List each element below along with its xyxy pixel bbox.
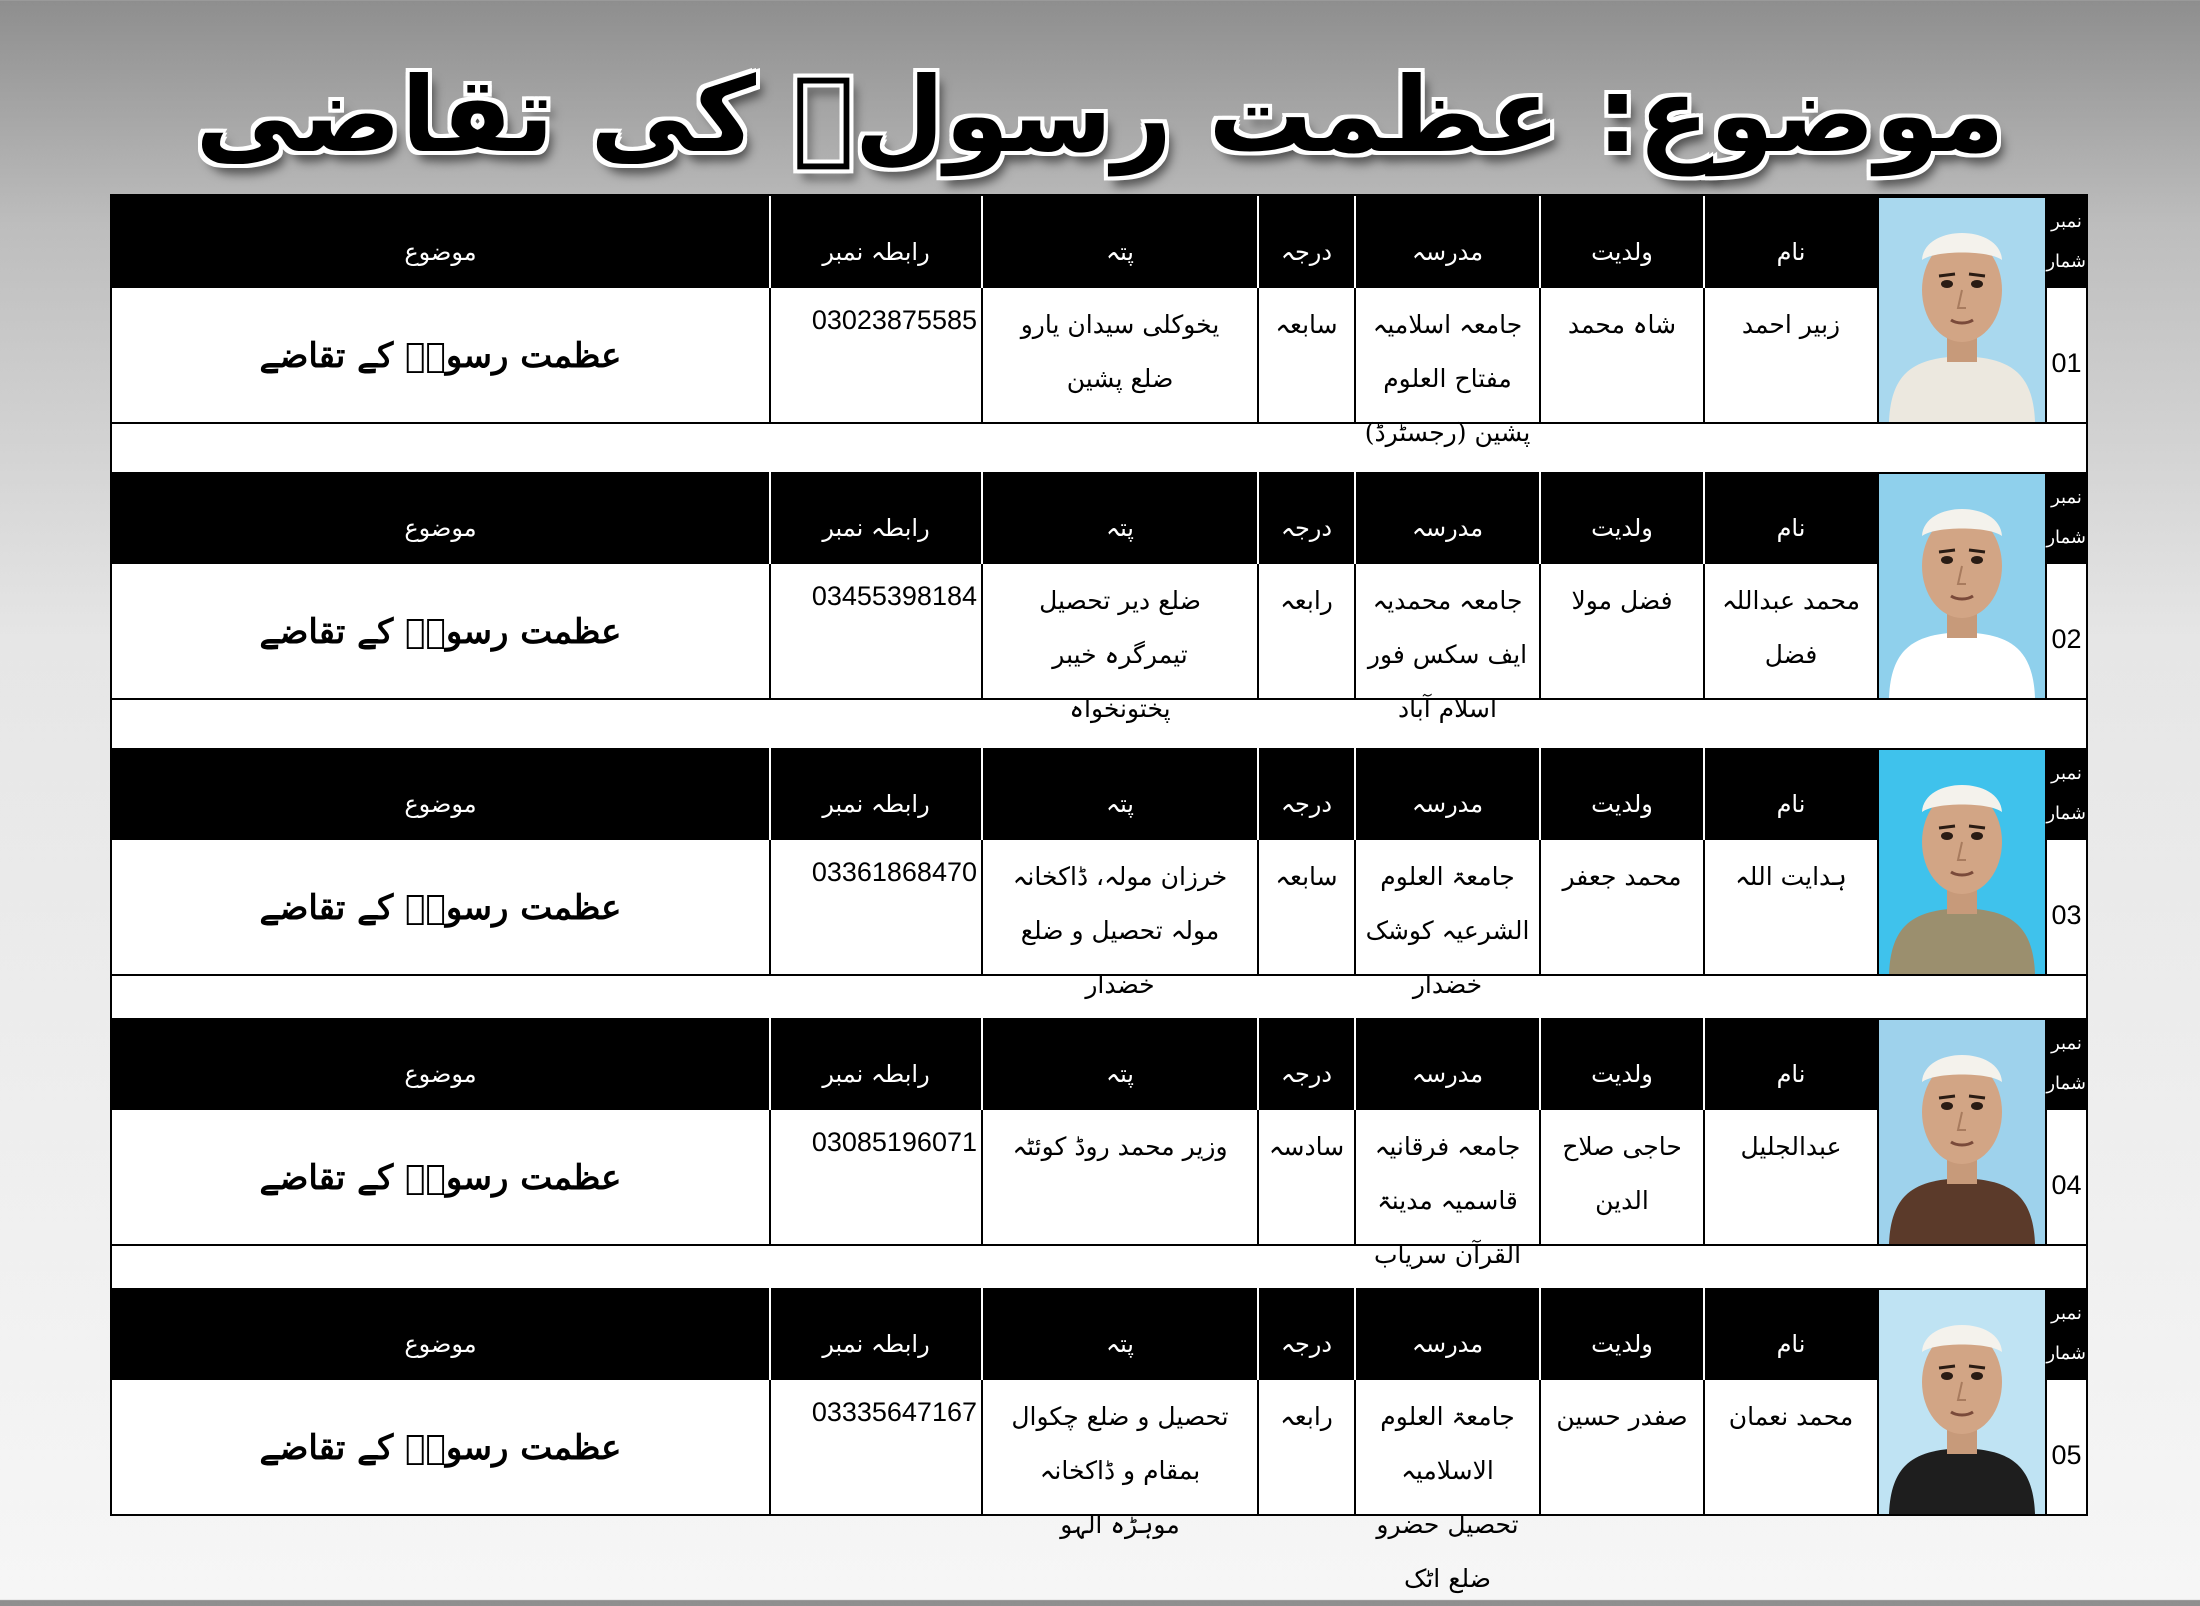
father-name-cell: محمد جعفر [1539,840,1703,976]
serial-header: نمبر شمار [2047,1018,2086,1110]
participant-photo [1877,1288,2047,1516]
table-row [112,1018,2086,1269]
grade-header: درجہ [1257,196,1354,288]
phone-header: رابطہ نمبر [769,1288,981,1380]
madrasa-header: مدرسہ [1354,472,1539,564]
madrasa-header: مدرسہ [1354,748,1539,840]
father-name-cell: صفدر حسین [1539,1380,1703,1516]
participants-table [110,194,2088,1593]
serial-cell: 03 [2047,840,2086,976]
father-name-header: ولدیت [1539,472,1703,564]
grade-header: درجہ [1257,1018,1354,1110]
grade-header: درجہ [1257,748,1354,840]
address-cell: تحصیل و ضلع چکوال بمقام و ڈاکخانہ موہڑہ الہو [981,1380,1257,1516]
name-header: نام [1703,472,1877,564]
father-name-header: ولدیت [1539,748,1703,840]
portrait-icon [1879,474,2045,698]
serial-header: نمبر شمار [2047,1288,2086,1380]
father-name-header: ولدیت [1539,196,1703,288]
participant-photo [1877,748,2047,976]
father-name-header: ولدیت [1539,1018,1703,1110]
address-cell: خرزان مولہ، ڈاکخانہ مولہ تحصیل و ضلع خضدار [981,840,1257,976]
serial-header: نمبر شمار [2047,472,2086,564]
grade-cell: سادسہ [1257,1110,1354,1246]
participant-photo [1877,196,2047,424]
address-header: پتہ [981,748,1257,840]
address-cell: یخوکلی سیدان یارو ضلع پشین [981,288,1257,424]
madrasa-cell: جامعۃ العلوم الاسلامیہ تحصیل حضرو ضلع اٹک [1354,1380,1539,1516]
father-name-cell: فضل مولا [1539,564,1703,700]
phone-header: رابطہ نمبر [769,196,981,288]
grade-cell: رابعہ [1257,1380,1354,1516]
topic-header: موضوع [404,1060,477,1088]
grade-cell: رابعہ [1257,564,1354,700]
participant-photo [1877,1018,2047,1246]
madrasa-cell: جامعۃ العلوم الشرعیہ کوشک خضدار [1354,840,1539,976]
madrasa-cell: جامعہ فرقانیہ قاسمیہ مدینۃ القرآن سریاب [1354,1110,1539,1246]
table-row [112,1288,2086,1593]
topic-cell: عظمت رسولؐ کے تقاضے [112,1110,769,1246]
address-header: پتہ [981,196,1257,288]
portrait-icon [1879,1290,2045,1514]
table-row [112,748,2086,999]
topic-cell: عظمت رسولؐ کے تقاضے [112,288,769,424]
address-header: پتہ [981,472,1257,564]
grade-cell: سابعہ [1257,840,1354,976]
serial-cell: 04 [2047,1110,2086,1246]
phone-header: رابطہ نمبر [769,1018,981,1110]
phone-header: رابطہ نمبر [769,748,981,840]
name-cell: زبیر احمد [1703,288,1877,424]
name-header: نام [1703,748,1877,840]
name-header: نام [1703,1018,1877,1110]
name-cell: عبدالجلیل [1703,1110,1877,1246]
page-title: موضوع: عظمت رسولؐ کی تقاضی [195,54,2005,176]
portrait-icon [1879,1020,2045,1244]
name-header: نام [1703,1288,1877,1380]
topic-header: موضوع [404,238,477,266]
serial-cell: 02 [2047,564,2086,700]
topic-cell: عظمت رسولؐ کے تقاضے [112,1380,769,1516]
topic-header: موضوع [404,514,477,542]
madrasa-header: مدرسہ [1354,1018,1539,1110]
madrasa-cell: جامعہ محمدیہ ایف سکس فور اسلام آباد [1354,564,1539,700]
phone-cell: 03335647167 [769,1380,981,1516]
grade-cell: سابعہ [1257,288,1354,424]
name-cell: محمد عبداللہ فضل [1703,564,1877,700]
phone-header: رابطہ نمبر [769,472,981,564]
phone-cell: 03085196071 [769,1110,981,1246]
phone-cell: 03023875585 [769,288,981,424]
address-cell: ضلع دیر تحصیل تیمرگرہ خیبر پختونخواہ [981,564,1257,700]
name-cell: ہدایت اللہ [1703,840,1877,976]
participant-photo [1877,472,2047,700]
serial-header: نمبر شمار [2047,748,2086,840]
madrasa-header: مدرسہ [1354,1288,1539,1380]
topic-cell: عظمت رسولؐ کے تقاضے [112,564,769,700]
father-name-cell: شاہ محمد [1539,288,1703,424]
address-header: پتہ [981,1288,1257,1380]
portrait-icon [1879,750,2045,974]
address-header: پتہ [981,1018,1257,1110]
madrasa-header: مدرسہ [1354,196,1539,288]
portrait-icon [1879,198,2045,422]
address-cell: وزیر محمد روڈ کوئٹہ [981,1110,1257,1246]
name-header: نام [1703,196,1877,288]
topic-header: موضوع [404,1330,477,1358]
name-cell: محمد نعمان [1703,1380,1877,1516]
table-row [112,472,2086,723]
phone-cell: 03455398184 [769,564,981,700]
topic-cell: عظمت رسولؐ کے تقاضے [112,840,769,976]
table-row [112,196,2086,447]
madrasa-cell: جامعہ اسلامیہ مفتاح العلوم پشین (رجسٹرڈ) [1354,288,1539,424]
topic-header: موضوع [404,790,477,818]
grade-header: درجہ [1257,1288,1354,1380]
father-name-header: ولدیت [1539,1288,1703,1380]
serial-header: نمبر شمار [2047,196,2086,288]
grade-header: درجہ [1257,472,1354,564]
serial-cell: 01 [2047,288,2086,424]
father-name-cell: حاجی صلاح الدین [1539,1110,1703,1246]
serial-cell: 05 [2047,1380,2086,1516]
phone-cell: 03361868470 [769,840,981,976]
